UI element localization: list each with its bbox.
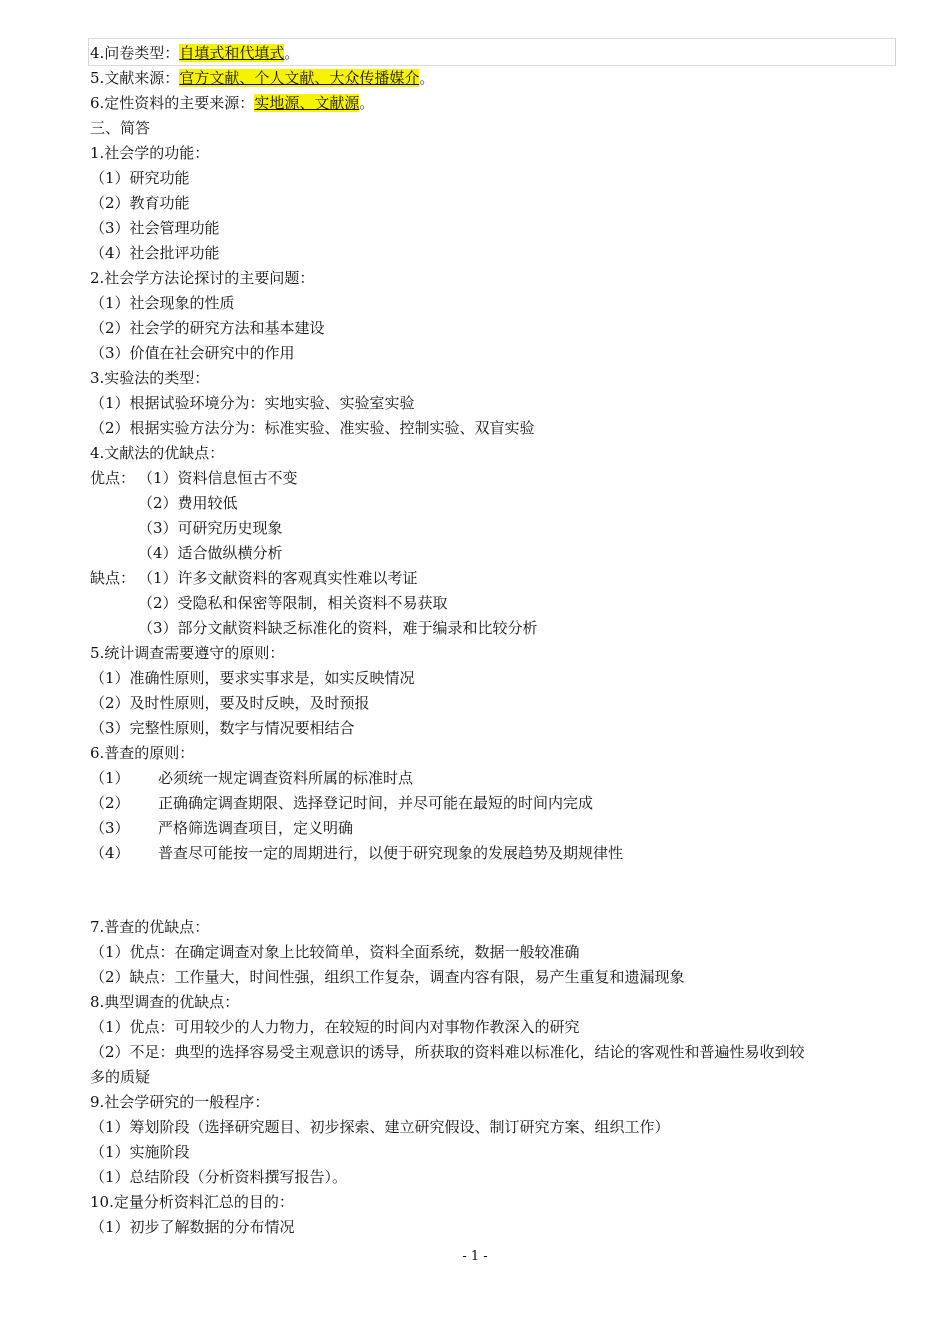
q3-item: （2）根据实验方法分为：标准实验、准实验、控制实验、双盲实验 — [90, 419, 535, 437]
q4-pro-item: （1）资料信息恒古不变 — [138, 469, 298, 487]
fill-q5 — [90, 68, 434, 88]
fill-q6-prefix: 6.定性资料的主要来源： — [90, 94, 255, 112]
q2-title: 2.社会学方法论探讨的主要问题： — [90, 269, 315, 287]
q4-pro-item: （2）费用较低 — [138, 494, 238, 512]
fill-q4-suffix: 。 — [284, 44, 300, 62]
q8-item-continued: 多的质疑 — [90, 1068, 151, 1086]
fill-q4 — [90, 43, 299, 63]
q4-pro-item: （4）适合做纵横分析 — [138, 544, 283, 562]
q5-item: （1）准确性原则，要求实事求是，如实反映情况 — [90, 669, 415, 687]
q6-text: 普查尽可能按一定的周期进行，以便于研究现象的发展趋势及期规律性 — [158, 844, 624, 862]
q2-item: （2）社会学的研究方法和基本建设 — [90, 319, 325, 337]
q7-title: 7.普查的优缺点： — [90, 918, 210, 936]
q5-item: （3）完整性原则，数字与情况要相结合 — [90, 719, 355, 737]
q4-con-item: （2）受隐私和保密等限制，相关资料不易获取 — [138, 594, 448, 612]
q3-item: （1）根据试验环境分为：实地实验、实验室实验 — [90, 394, 415, 412]
fill-q6-answer: 实地源、文献源 — [254, 94, 360, 112]
q1-item: （1）研究功能 — [90, 169, 190, 187]
q6-num: （3） — [90, 819, 130, 837]
q6-num: （4） — [90, 844, 130, 862]
q8-item: （2）不足：典型的选择容易受主观意识的诱导，所获取的资料难以标准化，结论的客观性和普遍性易收到较 — [90, 1043, 805, 1061]
section-title: 三、简答 — [90, 119, 151, 137]
q6-num: （1） — [90, 769, 130, 787]
q6-title: 6.普查的原则： — [90, 744, 195, 762]
q4-pros-label: 优点： — [90, 469, 136, 487]
fill-q5-suffix: 。 — [419, 69, 435, 87]
q6-text: 必须统一规定调查资料所属的标准时点 — [158, 769, 414, 787]
q8-title: 8.典型调查的优缺点： — [90, 993, 240, 1011]
q4-title: 4.文献法的优缺点： — [90, 444, 225, 462]
q1-item: （4）社会批评功能 — [90, 244, 220, 262]
fill-q6 — [90, 93, 374, 113]
q9-item: （1）总结阶段（分析资料撰写报告）。 — [90, 1168, 348, 1186]
q7-item: （1）优点：在确定调查对象上比较简单，资料全面系统，数据一般较准确 — [90, 943, 580, 961]
q4-con-item: （3）部分文献资料缺乏标准化的资料，难于编录和比较分析 — [138, 619, 538, 637]
q9-item: （1）筹划阶段（选择研究题目、初步探索、建立研究假设、制订研究方案、组织工作） — [90, 1118, 670, 1136]
q3-title: 3.实验法的类型： — [90, 369, 210, 387]
q1-item: （3）社会管理功能 — [90, 219, 220, 237]
q6-text: 正确确定调查期限、选择登记时间，并尽可能在最短的时间内完成 — [158, 794, 594, 812]
q8-item: （1）优点：可用较少的人力物力，在较短的时间内对事物作教深入的研究 — [90, 1018, 580, 1036]
q4-pro-item: （3）可研究历史现象 — [138, 519, 283, 537]
fill-q4-prefix: 4.问卷类型： — [90, 44, 180, 62]
fill-q6-suffix: 。 — [359, 94, 375, 112]
q5-item: （2）及时性原则，要及时反映，及时预报 — [90, 694, 370, 712]
q6-num: （2） — [90, 794, 130, 812]
q1-item: （2）教育功能 — [90, 194, 190, 212]
q5-title: 5.统计调查需要遵守的原则： — [90, 644, 285, 662]
q10-item: （1）初步了解数据的分布情况 — [90, 1218, 295, 1236]
fill-q5-answer: 官方文献、个人文献、大众传播媒介 — [179, 69, 420, 87]
q9-title: 9.社会学研究的一般程序： — [90, 1093, 270, 1111]
page-number: - 1 - — [462, 1249, 488, 1264]
q1-title: 1.社会学的功能： — [90, 144, 210, 162]
q7-item: （2）缺点：工作量大，时间性强，组织工作复杂，调查内容有限，易产生重复和遗漏现象 — [90, 968, 685, 986]
fill-q5-prefix: 5.文献来源： — [90, 69, 180, 87]
q10-title: 10.定量分析资料汇总的目的： — [90, 1193, 294, 1211]
q9-item: （1）实施阶段 — [90, 1143, 190, 1161]
q2-item: （1）社会现象的性质 — [90, 294, 235, 312]
q2-item: （3）价值在社会研究中的作用 — [90, 344, 295, 362]
q4-con-item: （1）许多文献资料的客观真实性难以考证 — [138, 569, 418, 587]
q4-cons-label: 缺点： — [90, 569, 136, 587]
fill-q4-answer: 自填式和代填式 — [179, 44, 285, 62]
q6-text: 严格筛选调查项目，定义明确 — [158, 819, 354, 837]
